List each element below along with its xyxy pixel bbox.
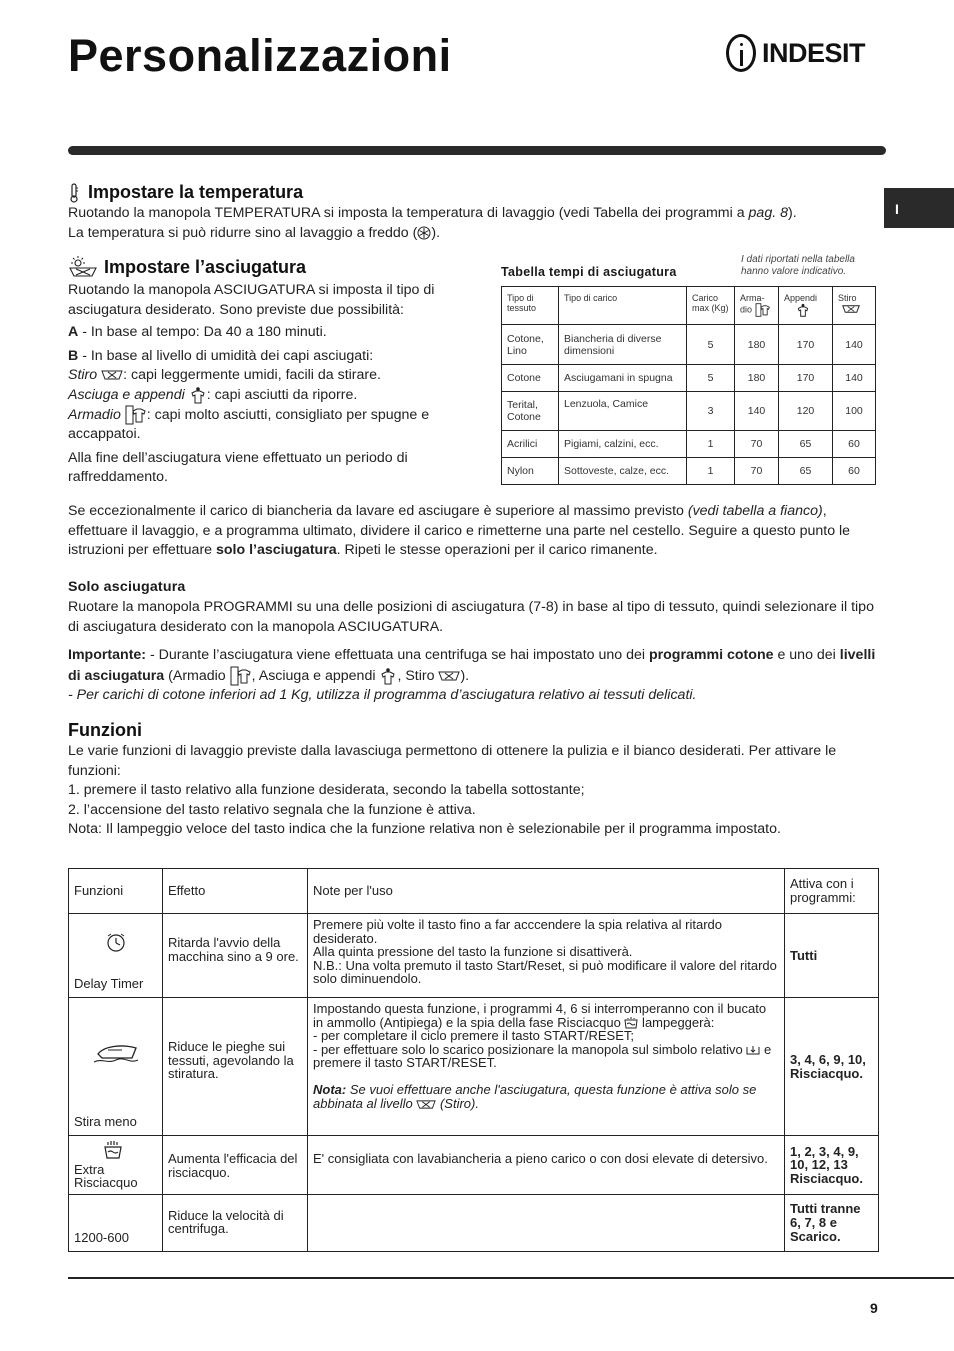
appendi-label: Asciuga e appendi: [68, 386, 185, 403]
drying-level-stiro: [68, 366, 480, 386]
table-row: [502, 392, 876, 431]
fn-programs: Tutti: [785, 914, 879, 998]
dry-table-title: Tabella tempi di asciugatura: [501, 265, 677, 279]
table-cell: 140: [833, 365, 876, 392]
funzioni-step-2: 2. l’accensione del tasto relativo segnala che la funzione è attiva.: [68, 801, 476, 818]
option-a-label: A: [68, 324, 79, 340]
footer-divider: [68, 1277, 954, 1279]
table-cell: 70: [735, 458, 779, 485]
dry-header-fabric: Tipo di tessuto: [502, 287, 559, 325]
wardrobe-shirt-icon: [755, 303, 771, 317]
stiro-text: : capi leggermente umidi, facili da stirare.: [123, 367, 381, 383]
fn-notes: [308, 998, 785, 1136]
fn-name-extra-risciacquo: Extra Risciacquo: [74, 1161, 138, 1191]
dry-header-armadio-label: Arma- dio: [740, 293, 765, 315]
option-b-text: - In base al livello di umidità dei capi asciugati:: [78, 347, 374, 364]
important-text-1: - Durante l’asciugatura viene effettuata una centrifuga se hai impostato uno dei: [146, 647, 649, 663]
table-cell: Asciugamani in spugna: [559, 365, 687, 392]
table-cell: 70: [735, 431, 779, 458]
funzioni-text: [68, 742, 888, 840]
hanger-shirt-icon: [796, 303, 810, 317]
fn-notes-2: lampeggerà:: [638, 1014, 715, 1030]
temperature-text-2b: ).: [431, 224, 441, 241]
fn-effect: Riduce le pieghe sui tessuti, agevolando la stiratura.: [163, 998, 308, 1136]
important-label: Importante:: [68, 647, 147, 663]
important-bold-2: livelli di asciugatura: [68, 647, 876, 684]
page-ref: pag. 8: [748, 205, 788, 221]
fn-header-effetto: Effetto: [163, 869, 308, 914]
solo-heading: Solo asciugatura: [68, 579, 186, 595]
fn-programs: Tutti tranne 6, 7, 8 e Scarico.: [785, 1194, 879, 1251]
dry-table-header: [502, 287, 876, 325]
table-cell: 170: [779, 325, 833, 365]
drying-sun-icon: [68, 256, 98, 278]
temperature-heading: Impostare la temperatura: [88, 182, 304, 202]
drying-option-b: [68, 347, 480, 367]
important-text-4: , Asciuga e appendi: [251, 667, 380, 684]
option-b-label: B: [68, 347, 79, 364]
overload-paragraph: [68, 502, 888, 561]
dry-header-max: Carico max (Kg): [687, 287, 735, 325]
page-title: Personalizzazioni: [68, 30, 452, 81]
fn-name-1200-600: 1200-600: [69, 1194, 163, 1251]
table-row: [69, 998, 879, 1136]
funzioni-nota: Nota: Il lampeggio veloce del tasto indica che la funzione relativa non è selezionabile per il programma impostato.: [68, 821, 781, 837]
funzioni-intro: Le varie funzioni di lavaggio previste dalla lavasciuga permettono di ottenere la pulizia e il bianco desiderati. Per attivare le funzioni:: [68, 743, 837, 779]
table-row: [69, 914, 879, 998]
overload-text-4: solo l’asciugatura: [216, 542, 337, 558]
fn-table-header: [69, 869, 879, 914]
drying-heading: Impostare l’asciugatura: [104, 256, 307, 277]
stiro-label: Stiro: [68, 367, 98, 383]
snowflake-icon: [417, 226, 431, 240]
drying-intro: Ruotando la manopola ASCIUGATURA si imposta il tipo di asciugatura desiderato. Sono previste due possibilità:: [68, 282, 435, 318]
table-row: [69, 1136, 879, 1195]
fn-programs: 1, 2, 3, 4, 9, 10, 12, 13 Risciacquo.: [785, 1136, 879, 1195]
fn-header-programmi: Attiva con i programmi:: [785, 869, 879, 914]
drying-level-appendi: [68, 386, 480, 406]
fn-effect: Riduce la velocità di centrifuga.: [163, 1194, 308, 1251]
funzioni-heading: Funzioni: [68, 720, 142, 740]
table-cell: Lenzuola, Camice: [559, 392, 687, 431]
fn-notes-3: - per completare il ciclo premere il tasto START/RESET;: [313, 1028, 635, 1044]
table-cell: Sottoveste, calze, ecc.: [559, 458, 687, 485]
important-paragraph: [68, 646, 888, 705]
option-a-text: - In base al tempo: Da 40 a 180 minuti.: [78, 324, 327, 340]
table-cell: 5: [687, 325, 735, 365]
rinse-icon: [102, 1140, 124, 1160]
iron-dry-icon: [438, 670, 460, 682]
hanger-shirt-icon: [379, 667, 397, 685]
armadio-text: : capi molto asciutti, consigliato per spugne e accappatoi.: [68, 406, 430, 443]
iron-dry-icon: [101, 369, 123, 381]
dry-header-load: Tipo di carico: [559, 287, 687, 325]
table-cell: 1: [687, 431, 735, 458]
dry-header-stiro: [833, 287, 876, 325]
temperature-text-1: Ruotando la manopola TEMPERATURA si imposta la temperatura di lavaggio (vedi Tabella dei programmi a: [68, 205, 749, 221]
brand-logo-icon: [726, 34, 756, 72]
important-text-2: e uno dei: [773, 647, 840, 663]
table-cell: Cotone: [502, 365, 559, 392]
important-text-6: ).: [460, 667, 470, 684]
fn-name-delay-timer: Delay Timer: [74, 976, 144, 992]
fn-header-note: Note per l'uso: [308, 869, 785, 914]
overload-text-2: (vedi tabella a fianco): [687, 503, 823, 519]
thermometer-icon: [68, 183, 80, 203]
table-cell: 180: [735, 365, 779, 392]
important-note: - Per carichi di cotone inferiori ad 1 Kg, utilizza il programma d’asciugatura relativo ai tessuti delicati.: [68, 686, 697, 703]
fn-name-cell: [69, 998, 163, 1136]
overload-text-3: , effettuare il lavaggio, e a programma ultimato, dividere il carico e rimetterne una parte nel cestello. Seguire a questo punto le istruzioni per effettuare: [68, 503, 851, 558]
funzioni-step-1: 1. premere il tasto relativo alla funzione desiderata, secondo la tabella sottostante;: [68, 782, 585, 798]
temperature-text-2: La temperatura si può ridurre sino al lavaggio a freddo (: [68, 224, 418, 241]
table-row: [502, 431, 876, 458]
fn-notes: Premere più volte il tasto fino a far acccendere la spia relativa al ritardo desiderato. Alla quinta pressione del tasto la funzione si disattiverà. N.B.: Una volta premuto il tasto Start/Reset, si può modificare il valore del ritardo solo diminuendolo.: [308, 914, 785, 998]
temperature-text-1b: ).: [788, 205, 797, 221]
important-bold-1: programmi cotone: [648, 647, 774, 663]
dry-header-armadio: [735, 287, 779, 325]
table-cell: 65: [779, 458, 833, 485]
drying-option-a: [68, 323, 480, 343]
fn-nota-end: (Stiro).: [436, 1095, 479, 1111]
table-row: [502, 325, 876, 365]
armadio-label: Armadio: [68, 406, 121, 423]
table-cell: Cotone, Lino: [502, 325, 559, 365]
temperature-section: [68, 182, 303, 203]
page-number: 9: [870, 1300, 878, 1316]
drain-icon: [746, 1044, 760, 1056]
table-row: [69, 1194, 879, 1251]
fn-notes-4: - per effettuare solo lo scarico posizionare la manopola sul simbolo relativo: [313, 1041, 747, 1057]
table-cell: 60: [833, 458, 876, 485]
important-text-5: , Stiro: [397, 667, 439, 684]
important-text-3: (Armadio: [164, 667, 230, 684]
header-divider: [68, 146, 886, 155]
table-cell: 5: [687, 365, 735, 392]
iron-dry-icon: [416, 1099, 436, 1110]
table-cell: 100: [833, 392, 876, 431]
table-cell: 65: [779, 431, 833, 458]
iron-dry-icon: [842, 304, 860, 314]
fn-nota-label: Nota:: [313, 1081, 347, 1097]
table-row: [502, 365, 876, 392]
drying-cooling: Alla fine dell’asciugatura viene effettuato un periodo di raffreddamento.: [68, 449, 408, 486]
table-cell: Nylon: [502, 458, 559, 485]
fn-programs: 3, 4, 6, 9, 10, Risciacquo.: [785, 998, 879, 1136]
language-tab: I: [884, 188, 954, 228]
fn-effect: Aumenta l'efficacia del risciacquo.: [163, 1136, 308, 1195]
table-cell: 60: [833, 431, 876, 458]
dry-table-note: I dati riportati nella tabella hanno valore indicativo.: [741, 254, 855, 277]
dry-header-appendi-label: Appendi: [784, 293, 818, 303]
drying-level-armadio: [68, 405, 480, 445]
table-cell: 3: [687, 392, 735, 431]
fn-name-stira-meno: Stira meno: [74, 1114, 137, 1130]
brand-name: INDESIT: [762, 37, 866, 68]
functions-table: [68, 868, 879, 1252]
iron-icon: [92, 1040, 140, 1066]
table-cell: 170: [779, 365, 833, 392]
table-cell: 140: [833, 325, 876, 365]
hanger-shirt-icon: [189, 386, 207, 404]
brand-logo: [726, 34, 865, 72]
table-cell: 180: [735, 325, 779, 365]
dry-header-stiro-label: Stiro: [838, 293, 857, 303]
fn-name-cell: [69, 914, 163, 998]
fn-notes: E' consigliata con lavabiancheria a pieno carico o con dosi elevate di detersivo.: [308, 1136, 785, 1195]
wardrobe-shirt-icon: [230, 666, 252, 686]
fn-notes: [308, 1194, 785, 1251]
temperature-text: [68, 204, 888, 243]
table-cell: Acrilici: [502, 431, 559, 458]
fn-notes-1: Impostando questa funzione, i programmi 4, 6 si interromperanno con il bucato in ammollo (Antipiega) e la spia della fase Risciacquo: [313, 1001, 767, 1030]
fn-notes-5: e premere il tasto START/RESET.: [313, 1041, 772, 1071]
table-cell: 120: [779, 392, 833, 431]
appendi-text: : capi asciutti da riporre.: [206, 386, 358, 403]
table-cell: Terital, Cotone: [502, 392, 559, 431]
table-cell: Biancheria di diverse dimensioni: [559, 325, 687, 365]
clock-icon: [105, 932, 127, 954]
overload-text-1: Se eccezionalmente il carico di biancheria da lavare ed asciugare è superiore al massimo previsto: [68, 503, 688, 519]
fn-header-funzioni: Funzioni: [69, 869, 163, 914]
wardrobe-shirt-icon: [125, 405, 147, 425]
fn-nota-text: Se vuoi effettuare anche l'asciugatura, questa funzione è attiva solo se abbinata al livello: [313, 1081, 757, 1111]
solo-text: Ruotare la manopola PROGRAMMI su una delle posizioni di asciugatura (7-8) in base al tipo di tessuto, quindi selezionare il tipo di asciugatura desiderato con la manopola ASCIUGATURA.: [68, 599, 874, 635]
overload-text-5: . Ripeti le stesse operazioni per il carico rimanente.: [336, 542, 658, 558]
table-row: [502, 458, 876, 485]
fn-effect: Ritarda l'avvio della macchina sino a 9 ore.: [163, 914, 308, 998]
fn-name-cell: [69, 1136, 163, 1195]
drying-times-table: [501, 286, 876, 485]
table-cell: 1: [687, 458, 735, 485]
drying-text: [68, 281, 480, 488]
drying-section: [68, 256, 306, 278]
dry-header-appendi: [779, 287, 833, 325]
table-cell: Pigiami, calzini, ecc.: [559, 431, 687, 458]
table-cell: 140: [735, 392, 779, 431]
